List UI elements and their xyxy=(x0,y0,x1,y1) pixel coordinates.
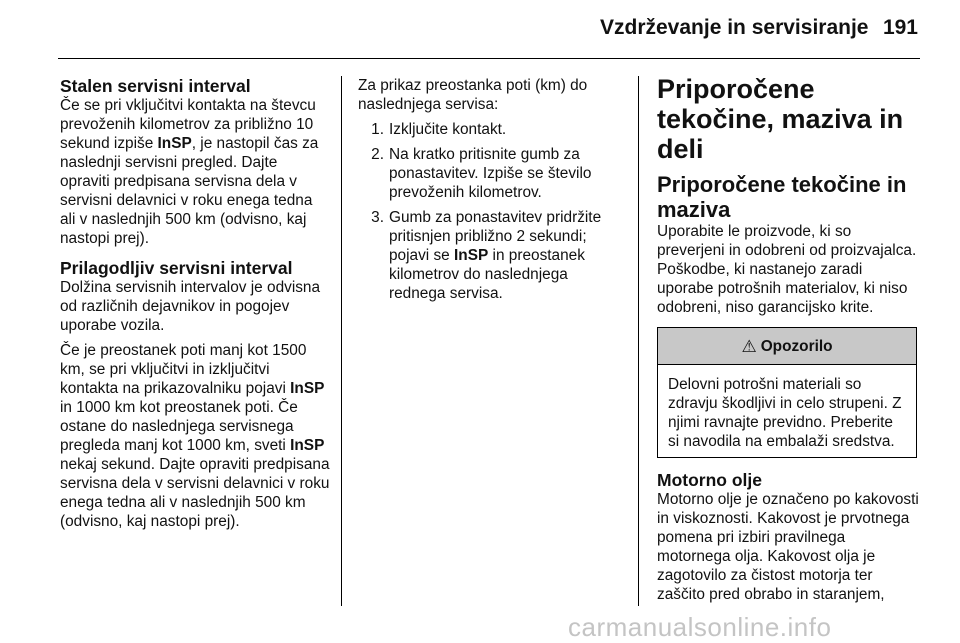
paragraph-preostanek: Če je preostanek poti manj kot 1500 km, se pri vključitvi in izključitvi kontakta na prikazovalniku pojavi InSP in 1000 km kot preostanek poti. Če ostane do naslednjega servisnega pregleda manj kot 1000 km, sveti InSP nekaj sekund. Dajte opraviti predpisana servisna dela v servisni delavnici v roku enega tedna ali v naslednjih 500 km (odvisno, kaj nastopi prej). xyxy=(60,342,330,530)
paragraph-motorno-olje: Motorno olje je označeno po kakovosti in viskoznosti. Kakovost je prvotnega pomena pri izbiri pravilnega motornega olja. Kakovost olja je zagotovilo za čistost motorja ter zaščito pred obrabo in staranjem, xyxy=(657,491,919,603)
column-left xyxy=(60,76,330,531)
heading-stalen-servisni-interval: Stalen servisni interval xyxy=(60,76,251,96)
steps-list xyxy=(358,120,614,303)
paragraph-prilagodljiv: Dolžina servisnih intervalov je odvisna od različnih dejavnikov in pogojev uporabe vozila. xyxy=(60,279,321,334)
header-title: Vzdrževanje in servisiranje xyxy=(600,16,869,39)
paragraph-prikaz-preostanka: Za prikaz preostanka poti (km) do naslednjega servisa: xyxy=(358,77,588,113)
paragraph-uporabite: Uporabite le proizvode, ki so preverjeni in odobreni od proizvajalca. Poškodbe, ki nastanejo zaradi uporabe potrošnih materialov, ki niso odobreni, niso garancijsko krite. xyxy=(657,223,917,316)
heading-priporocene-tekocine-maziva-deli: Priporočene tekočine, maziva in deli xyxy=(657,74,904,164)
warning-body: Delovni potrošni materiali so zdravju škodljivi in celo strupeni. Z njimi ravnajte previdno. Preberite si navodila na embalaži sredstva. xyxy=(668,376,902,450)
heading-priporocene-tekocine-maziva: Priporočene tekočine in maziva xyxy=(657,172,907,222)
heading-prilagodljiv-servisni-interval: Prilagodljiv servisni interval xyxy=(60,258,293,278)
list-item: 1. Izključite kontakt. xyxy=(371,121,507,138)
list-item: 2. Na kratko pritisnite gumb za ponastavitev. Izpiše se število prevoženih kilometrov. xyxy=(371,146,592,201)
warning-box xyxy=(657,327,917,458)
warning-triangle-icon: ⚠ xyxy=(741,336,757,356)
watermark: carmanualsonline.info xyxy=(568,612,832,642)
warning-title: Opozorilo xyxy=(760,337,833,355)
column-right xyxy=(657,74,922,604)
heading-motorno-olje: Motorno olje xyxy=(657,470,762,490)
paragraph-stalen: Če se pri vključitvi kontakta na števcu prevoženih kilometrov za približno 10 sekund izpiše InSP, je nastopil čas za naslednji servisni pregled. Dajte opraviti predpisana servisna dela v servisni delavnici v roku enega tedna ali v naslednjih 500 km (odvisno, kaj nastopi prej). xyxy=(60,97,319,247)
column-divider-1 xyxy=(341,76,342,606)
warning-header xyxy=(658,328,916,365)
header-rule xyxy=(58,58,920,59)
list-item: 3. Gumb za ponastavitev pridržite pritisnjen približno 2 sekundi; pojavi se InSP in preostanek kilometrov do naslednjega rednega servisa. xyxy=(371,209,602,302)
column-divider-2 xyxy=(638,76,639,606)
page-number: 191 xyxy=(882,16,918,39)
column-middle xyxy=(358,76,614,309)
